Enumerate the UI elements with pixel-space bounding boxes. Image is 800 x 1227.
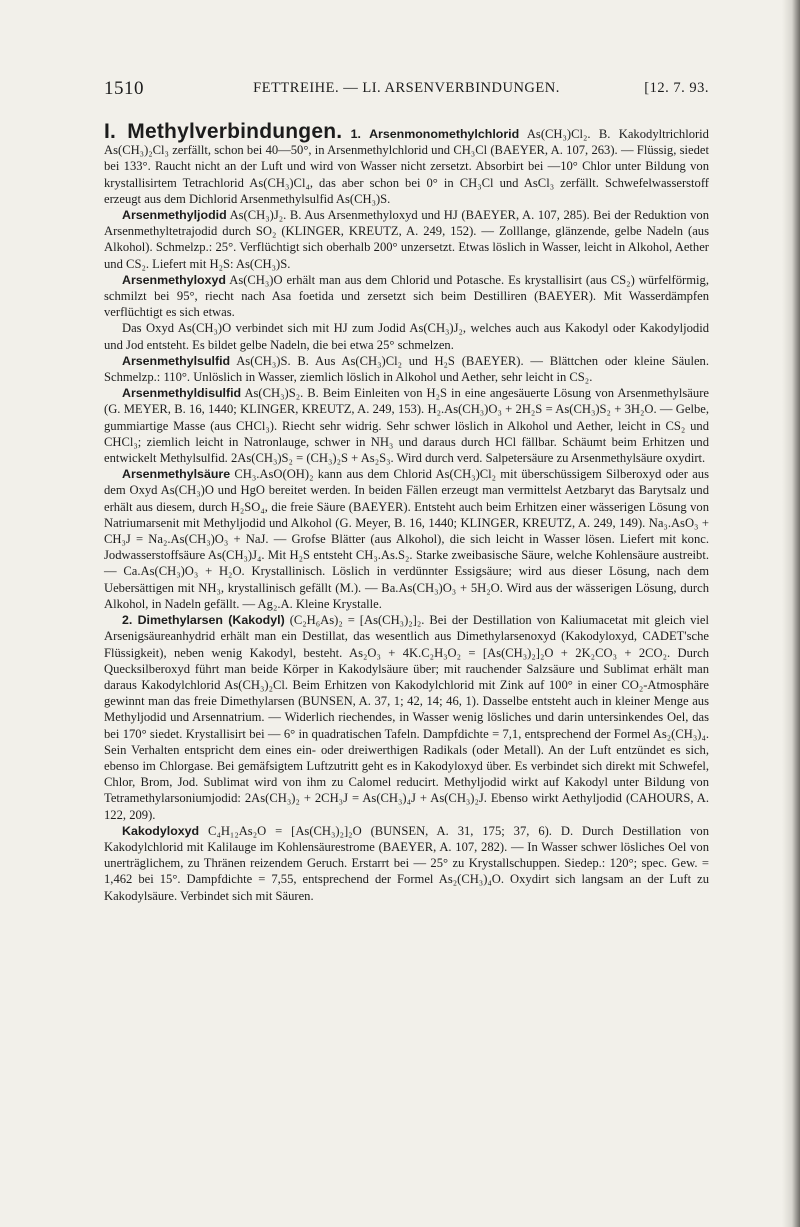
running-title: FETTREIHE. — LI. ARSENVERBINDUNGEN. (253, 80, 560, 96)
paragraph-arsenmethyloxyd (104, 272, 709, 321)
paragraph-kakodyloxyd (104, 823, 709, 904)
page-number: 1510 (104, 78, 144, 99)
compound-name: 2. Dimethylarsen (Kakodyl) (122, 613, 285, 628)
paragraph-text: (C₂H₆As)₂ = [As(CH₃)₂]₂. Bei der Destillation von Kaliumacetat mit gleich viel Arsenigsäureanhydrid erhält man ein Destillat, das wesentlich aus Dimethylarsenoxyd (Kakodyloxyd, CADET'sche Flüssigkeit), neben wenig Kakodyl, besteht. As₂O₃ + 4K.C₂H₃O₂ = [As(CH₃)₂]₂O + 2K₂CO₃ + 2CO₂. Durch Quecksilberoxyd führt man beide Körper in Kakodylsäure über; mit rauchender Salzsäure und Sublimat erhält man daraus Kakodylchlorid As(CH₃)₂Cl. Beim Erhitzen von Kakodylchlorid mit Zink auf 100° in einer CO₂-Atmosphäre gewinnt man das freie Dimethylarsen (BUNSEN, A. 37, 1; 42, 14; 46, 1). Dasselbe entsteht auch in kleiner Menge aus Methyljodid und Arsennatrium. — Widerlich riechendes, in Wasser wenig lösliches und darin untersinkendes Oel, das bei 170° siedet. Krystallisirt bei — 6° in quadratischen Tafeln. Dampfdichte = 7,1, entsprechend der Formel As₂(CH₃)₄. Sein Verhalten entspricht dem eines ein- oder dreiwerthigen Radikals (oder Metall). An der Luft entzündet es sich, ebenso im Chlorgase. Bei gemäfsigtem Luftzutritt geht es in Kakodyloxyd über. Es verbindet sich direkt mit Schwefel, Chlor, Brom, Jod. Sublimat wird von ihm zu Calomel reducirt. Methyljodid wirkt auf Kakodyl unter Bildung von Tetramethylarsoniumjodid: 2As(CH₃)₂ + 2CH₃J = As(CH₃)₄J + As(CH₃)₂J. Ebenso wirkt Aethyljodid (CAHOURS, A. 122, 209). (104, 613, 709, 822)
page-body (104, 120, 710, 904)
header-date: [12. 7. 93. (644, 80, 709, 96)
paragraph-text: Das Oxyd As(CH₃)O verbindet sich mit HJ zum Jodid As(CH₃)J₂, welches auch aus Kakodyl oder Kakodyljodid und Jod entsteht. Es bildet gelbe Nadeln, die bei etwa 25° schmelzen. (104, 321, 709, 352)
paragraph-text: C₄H₁₂As₂O = [As(CH₃)₂]₂O (BUNSEN, A. 31, 175; 37, 6). D. Durch Destillation von Kakodylchlorid mit Kalilauge im Kohlensäurestrome (BAEYER, A. 107, 282). — In Wasser schwer lösliches Oel von unerträglichem, zu Thränen reizendem Geruch. Erstarrt bei — 25° zu Krystallschuppen. Siedep.: 120°; spec. Gew. = 1,462 bei 15°. Dampfdichte = 7,55, entsprechend der Formel As₂(CH₃)₄O. Oxydirt sich langsam an der Luft zu Kakodylsäure. Verbindet sich mit Säuren. (104, 823, 709, 903)
compound-name: Kakodyloxyd (122, 823, 200, 838)
paragraph-text: CH₃.AsO(OH)₂ kann aus dem Chlorid As(CH₃)Cl₂ mit überschüssigem Silberoxyd oder aus dem Oxyd As(CH₃)O und HgO bereitet werden. In beiden Fällen erzeugt man vermittelst Aetzbaryt das Barytsalz und erhält aus diesem, durch H₂SO₄, die freie Säure (BAEYER). Entsteht auch beim Erhitzen einer wässerigen Lösung von Natriumarsenit mit Methyljodid und Alkohol (G. Meyer, B. 16, 1440; KLINGER, KREUTZ, A. 249, 149). Na₃.AsO₃ + CH₃J = Na₂.As(CH₃)O₃ + NaJ. — Grofse Blätter (aus Alkohol), die sich leicht in Wasser lösen. Liefert mit konc. Jodwasserstoffsäure As(CH₃)J₄. Mit H₂S entsteht CH₃.As.S₂. Starke zweibasische Säure, welche Kohlensäure austreibt. — Ca.As(CH₃)O₃ + H₂O. Krystallinisch. Löslich in verdünnter Essigsäure; wird aus dieser Lösung, nach dem Uebersättigen mit NH₃, krystallinisch gefällt (M.). — Ba.As(CH₃)O₃ + 5H₂O. Wird aus der wässerigen Lösung, durch Alkohol, in Nadeln gefällt. — Ag₂.A. Kleine Krystalle. (104, 467, 710, 611)
paragraph-text: As(CH₃)S₂. B. Beim Einleiten von H₂S in eine angesäuerte Lösung von Arsenmethylsäure (G. MEYER, B. 16, 1440; KLINGER, KREUTZ, A. 249, 153). H₂.As(CH₃)O₃ + 2H₂S = As(CH₃)S₂ + 3H₂O. — Gelbe, gummiartige Masse (aus CHCl₃). Riecht sehr widrig. Sehr schwer löslich in Alkohol und Aether, leicht in CS₂ und CHCl₃; ziemlich leicht in Natronlauge, schwer in NH₃ und daraus durch HCl fällbar. Schäumt beim Erhitzen und entwickelt Methylsulfid. 2As(CH₃)S₂ = (CH₃)₂S + As₂S₃. Wird durch verd. Salpetersäure zu Arsenmethylsäure oxydirt. (104, 386, 709, 466)
paragraph-text: As(CH₃)O erhält man aus dem Chlorid und Potasche. Es krystallisirt (aus CS₂) würfelförmig, schmilzt bei 95°, riecht nach Asa foetida und zersetzt sich beim Destilliren (BAEYER). Mit Wasserdämpfen verflüchtigt es sich etwas. (104, 272, 709, 320)
compound-name: Arsenmethyljodid (122, 208, 227, 223)
paragraph-dimethylarsen (104, 612, 709, 823)
compound-name: Arsenmethylsäure (122, 467, 231, 482)
paragraph-arsenmonomethylchlorid (104, 120, 709, 207)
compound-name: Arsenmethyldisulfid (122, 386, 242, 401)
compound-name: 1. Arsenmonomethylchlorid (350, 127, 520, 141)
paragraph-arsenmethylsulfid (104, 353, 709, 385)
paragraph-oxyd-note (104, 320, 709, 352)
page-header (104, 78, 709, 106)
paragraph-arsenmethyldisulfid (104, 385, 709, 466)
page-edge-shadow (782, 0, 800, 1227)
paragraph-arsenmethylsaeure (104, 466, 709, 612)
paragraph-arsenmethyljodid (104, 207, 709, 272)
section-heading: I. Methylverbindungen. (104, 120, 343, 143)
paragraph-text: As(CH₃)J₂. B. Aus Arsenmethyloxyd und HJ (BAEYER, A. 107, 285). Bei der Reduktion von Arsenmethyltetrajodid durch SO₂ (KLINGER, KREUTZ, A. 249, 152). — Zolllange, glänzende, gelbe Nadeln (aus Alkohol). Schmelzp.: 25°. Verflüchtigt sich oberhalb 200° unzersetzt. Etwas löslich in Wasser, leicht in Alkohol, Aether und CS₂. Liefert mit H₂S: As(CH₃)S. (104, 208, 709, 271)
compound-name: Arsenmethylsulfid (122, 353, 231, 368)
compound-name: Arsenmethyloxyd (122, 272, 226, 287)
paragraph-text: As(CH₃)S. B. Aus As(CH₃)Cl₂ und H₂S (BAEYER). — Blättchen oder kleine Säulen. Schmelzp.: 110°. Unlöslich in Wasser, ziemlich löslich in Alkohol und Aether, sehr leicht in CS₂. (104, 353, 709, 385)
paragraph-text: As(CH₃)Cl₂. B. Kakodyltrichlorid As(CH₃)₂Cl₃ zerfällt, schon bei 40—50°, in Arsenmethylchlorid und CH₃Cl (BAEYER, A. 107, 263). — Flüssig, siedet bei 133°. Raucht nicht an der Luft und wird von Wasser nicht zersetzt. Absorbirt bei —10° Chlor unter Bildung von krystallisirtem Tetrachlorid As(CH₃)Cl₄, das aber schon bei 0° in CH₃Cl und AsCl₃ zerfällt. Schwefelwasserstoff erzeugt aus dem Dichlorid Arsenmethylsulfid As(CH₃)S. (104, 127, 709, 206)
